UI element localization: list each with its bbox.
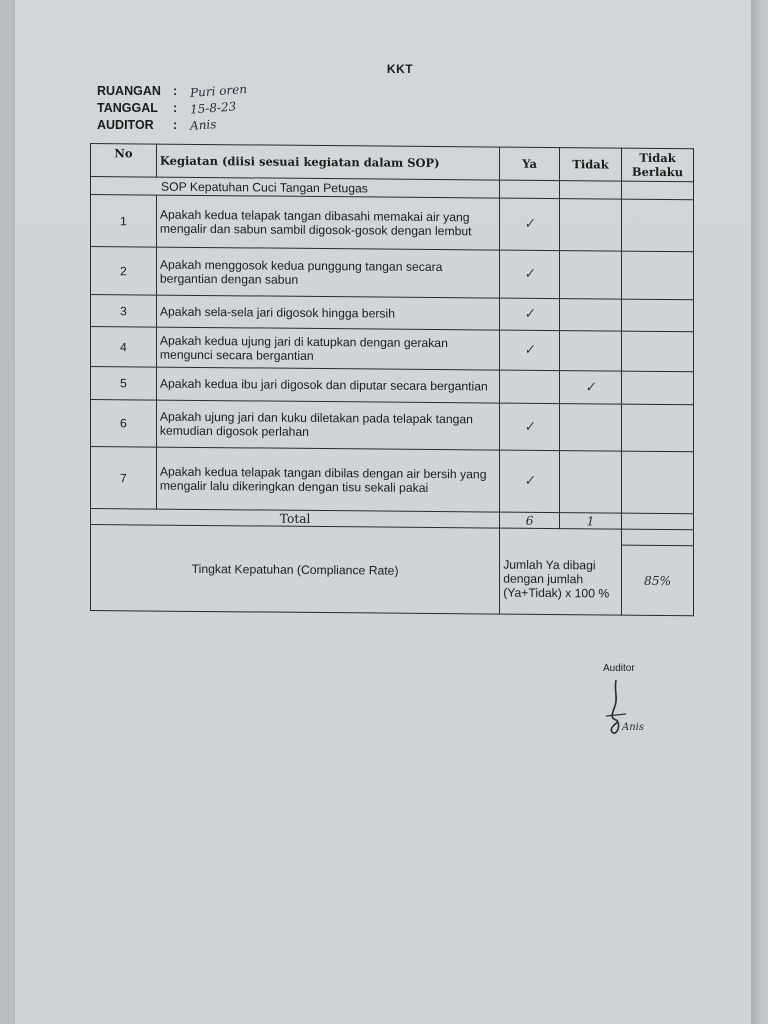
- table-row: [91, 327, 694, 372]
- tidak-berlaku-cell: [622, 371, 694, 405]
- compliance-value: 85%: [622, 545, 694, 616]
- tidak-berlaku-cell: [622, 451, 694, 514]
- tidak-cell: [560, 451, 622, 514]
- row-kegiatan: Apakah sela-sela jari digosok hingga bersih: [156, 295, 499, 330]
- column-header-tidak-berlaku: Tidak Berlaku: [622, 148, 694, 182]
- check-mark-icon: ✓: [523, 473, 536, 490]
- check-mark-icon: ✓: [584, 379, 597, 396]
- ya-cell: [500, 198, 560, 251]
- ruangan-row: RUANGAN : Puri oren: [97, 82, 248, 100]
- column-header-no: No: [91, 144, 157, 178]
- tidak-cell: [560, 251, 622, 300]
- tidak-cell: [560, 331, 622, 372]
- table-row: [91, 367, 694, 405]
- ya-cell: [500, 250, 560, 299]
- ya-cell: [500, 330, 560, 371]
- signature-label: Auditor: [603, 663, 635, 674]
- total-label: Total: [91, 509, 500, 529]
- row-kegiatan: Apakah kedua ujung jari di katupkan dengan gerakan mengunci secara bergantian: [156, 327, 499, 370]
- section-title: SOP Kepatuhan Cuci Tangan Petugas: [91, 177, 500, 199]
- tanggal-label: TANGGAL: [97, 101, 158, 115]
- total-ya: 6: [500, 512, 560, 529]
- ya-cell: [500, 298, 560, 331]
- row-kegiatan: Apakah kedua telapak tangan dibasahi memakai air yang mengalir dan sabun sambil digosok-gosok dengan lembut: [156, 195, 499, 250]
- tidak-cell: [560, 199, 622, 252]
- table-row: [91, 295, 694, 332]
- compliance-label: Tingkat Kepatuhan (Compliance Rate): [91, 525, 500, 615]
- tidak-cell: [560, 404, 622, 452]
- page-edge: [751, 0, 768, 1024]
- row-number: 5: [91, 367, 157, 401]
- signature-image: [598, 676, 688, 746]
- tidak-cell: [560, 371, 622, 405]
- tidak-cell: [560, 299, 622, 332]
- tidak-berlaku-cell: [622, 331, 694, 372]
- check-mark-icon: ✓: [523, 266, 536, 283]
- tidak-berlaku-cell: [622, 299, 694, 332]
- ruangan-value: Puri oren: [190, 82, 248, 100]
- table-row: [91, 447, 694, 514]
- table-row: [91, 400, 694, 452]
- column-header-tidak: Tidak: [560, 148, 622, 182]
- ruangan-label: RUANGAN: [97, 84, 161, 98]
- tidak-berlaku-cell: [622, 404, 694, 452]
- auditor-row: AUDITOR : Anis: [97, 117, 218, 133]
- row-kegiatan: Apakah kedua telapak tangan dibilas dengan air bersih yang mengalir lalu dikeringkan dengan tisu sekali pakai: [156, 447, 499, 512]
- tidak-berlaku-cell: [622, 199, 694, 252]
- table-row: [91, 195, 694, 252]
- row-number: 3: [91, 295, 157, 328]
- row-number: 6: [91, 400, 157, 448]
- row-number: 7: [91, 447, 157, 510]
- signature-name: Anis: [622, 722, 644, 733]
- check-mark-icon: ✓: [523, 216, 536, 233]
- column-header-kegiatan: Kegiatan (diisi sesuai kegiatan dalam SOP): [156, 144, 499, 180]
- table-row: [91, 247, 694, 300]
- tidak-berlaku-cell: [622, 251, 694, 300]
- document-title: KKT: [386, 62, 414, 76]
- tanggal-value: 15-8-23: [190, 99, 238, 117]
- audit-table: [90, 143, 694, 616]
- check-mark-icon: ✓: [523, 342, 536, 359]
- ya-cell: [500, 450, 560, 513]
- compliance-formula: Jumlah Ya dibagi dengan jumlah (Ya+Tidak) x 100 %: [500, 544, 622, 615]
- total-tidak: 1: [560, 513, 622, 530]
- row-kegiatan: Apakah kedua ibu jari digosok dan diputar secara bergantian: [156, 367, 499, 403]
- table-header-row: [91, 144, 694, 182]
- ya-cell: [500, 370, 560, 404]
- column-header-ya: Ya: [500, 147, 560, 181]
- row-number: 2: [91, 247, 157, 296]
- row-number: 4: [91, 327, 157, 368]
- check-mark-icon: ✓: [523, 306, 536, 323]
- row-kegiatan: Apakah ujung jari dan kuku diletakan pada telapak tangan kemudian digosok perlahan: [156, 400, 499, 450]
- row-kegiatan: Apakah menggosok kedua punggung tangan secara bergantian dengan sabun: [156, 247, 499, 298]
- row-number: 1: [91, 195, 157, 248]
- auditor-value: Anis: [190, 117, 218, 133]
- check-mark-icon: ✓: [523, 418, 536, 435]
- auditor-label: AUDITOR: [97, 118, 154, 132]
- ya-cell: [500, 403, 560, 451]
- tanggal-row: TANGGAL : 15-8-23: [97, 99, 238, 117]
